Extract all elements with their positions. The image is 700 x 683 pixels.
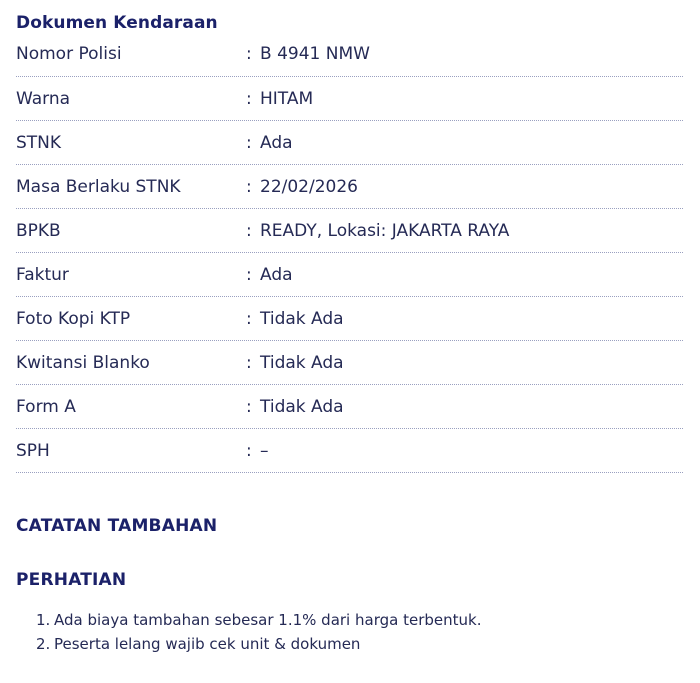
- row-value: HITAM: [260, 88, 314, 109]
- row-label: Masa Berlaku STNK: [16, 176, 181, 197]
- row-label: SPH: [16, 440, 50, 461]
- row-separator: :: [246, 352, 252, 373]
- attention-section-title: PERHATIAN: [16, 570, 127, 590]
- row-value: Tidak Ada: [260, 308, 344, 329]
- table-row-form-a: [16, 385, 683, 429]
- documents-section-title: Dokumen Kendaraan: [16, 13, 218, 33]
- list-item: [36, 634, 481, 658]
- list-item-number: 1.: [36, 611, 51, 629]
- table-row-warna: [16, 77, 683, 121]
- row-separator: :: [246, 396, 252, 417]
- row-separator: :: [246, 440, 252, 461]
- table-row-stnk: [16, 121, 683, 165]
- table-row-kwitansi-blanko: [16, 341, 683, 385]
- row-label: BPKB: [16, 220, 61, 241]
- table-row-faktur: [16, 253, 683, 297]
- list-item-number: 2.: [36, 635, 51, 653]
- row-value: Tidak Ada: [260, 352, 344, 373]
- row-separator: :: [246, 44, 252, 64]
- attention-list: [36, 610, 481, 658]
- row-value: READY, Lokasi: JAKARTA RAYA: [260, 220, 510, 241]
- row-separator: :: [246, 88, 252, 109]
- row-label: STNK: [16, 132, 62, 153]
- row-separator: :: [246, 264, 252, 285]
- row-value: –: [260, 440, 269, 461]
- row-value: Tidak Ada: [260, 396, 344, 417]
- row-label: Warna: [16, 88, 71, 109]
- row-label: Nomor Polisi: [16, 44, 122, 64]
- list-item-text: Peserta lelang wajib cek unit & dokumen: [54, 635, 361, 653]
- table-row-bpkb: [16, 209, 683, 253]
- documents-table: [16, 32, 683, 473]
- table-row-nomor-polisi: [16, 32, 683, 77]
- list-item-text: Ada biaya tambahan sebesar 1.1% dari harga terbentuk.: [54, 611, 482, 629]
- row-separator: :: [246, 176, 252, 197]
- notes-section-title: CATATAN TAMBAHAN: [16, 516, 218, 536]
- row-separator: :: [246, 220, 252, 241]
- row-label: Faktur: [16, 264, 69, 285]
- row-value: 22/02/2026: [260, 176, 358, 197]
- table-row-foto-kopi-ktp: [16, 297, 683, 341]
- table-row-masa-berlaku-stnk: [16, 165, 683, 209]
- row-separator: :: [246, 308, 252, 329]
- row-value: Ada: [260, 132, 293, 153]
- list-item: [36, 610, 481, 634]
- row-value: Ada: [260, 264, 293, 285]
- row-label: Form A: [16, 396, 76, 417]
- row-value: B 4941 NMW: [260, 44, 370, 64]
- table-row-sph: [16, 429, 683, 473]
- row-label: Foto Kopi KTP: [16, 308, 131, 329]
- row-label: Kwitansi Blanko: [16, 352, 150, 373]
- row-separator: :: [246, 132, 252, 153]
